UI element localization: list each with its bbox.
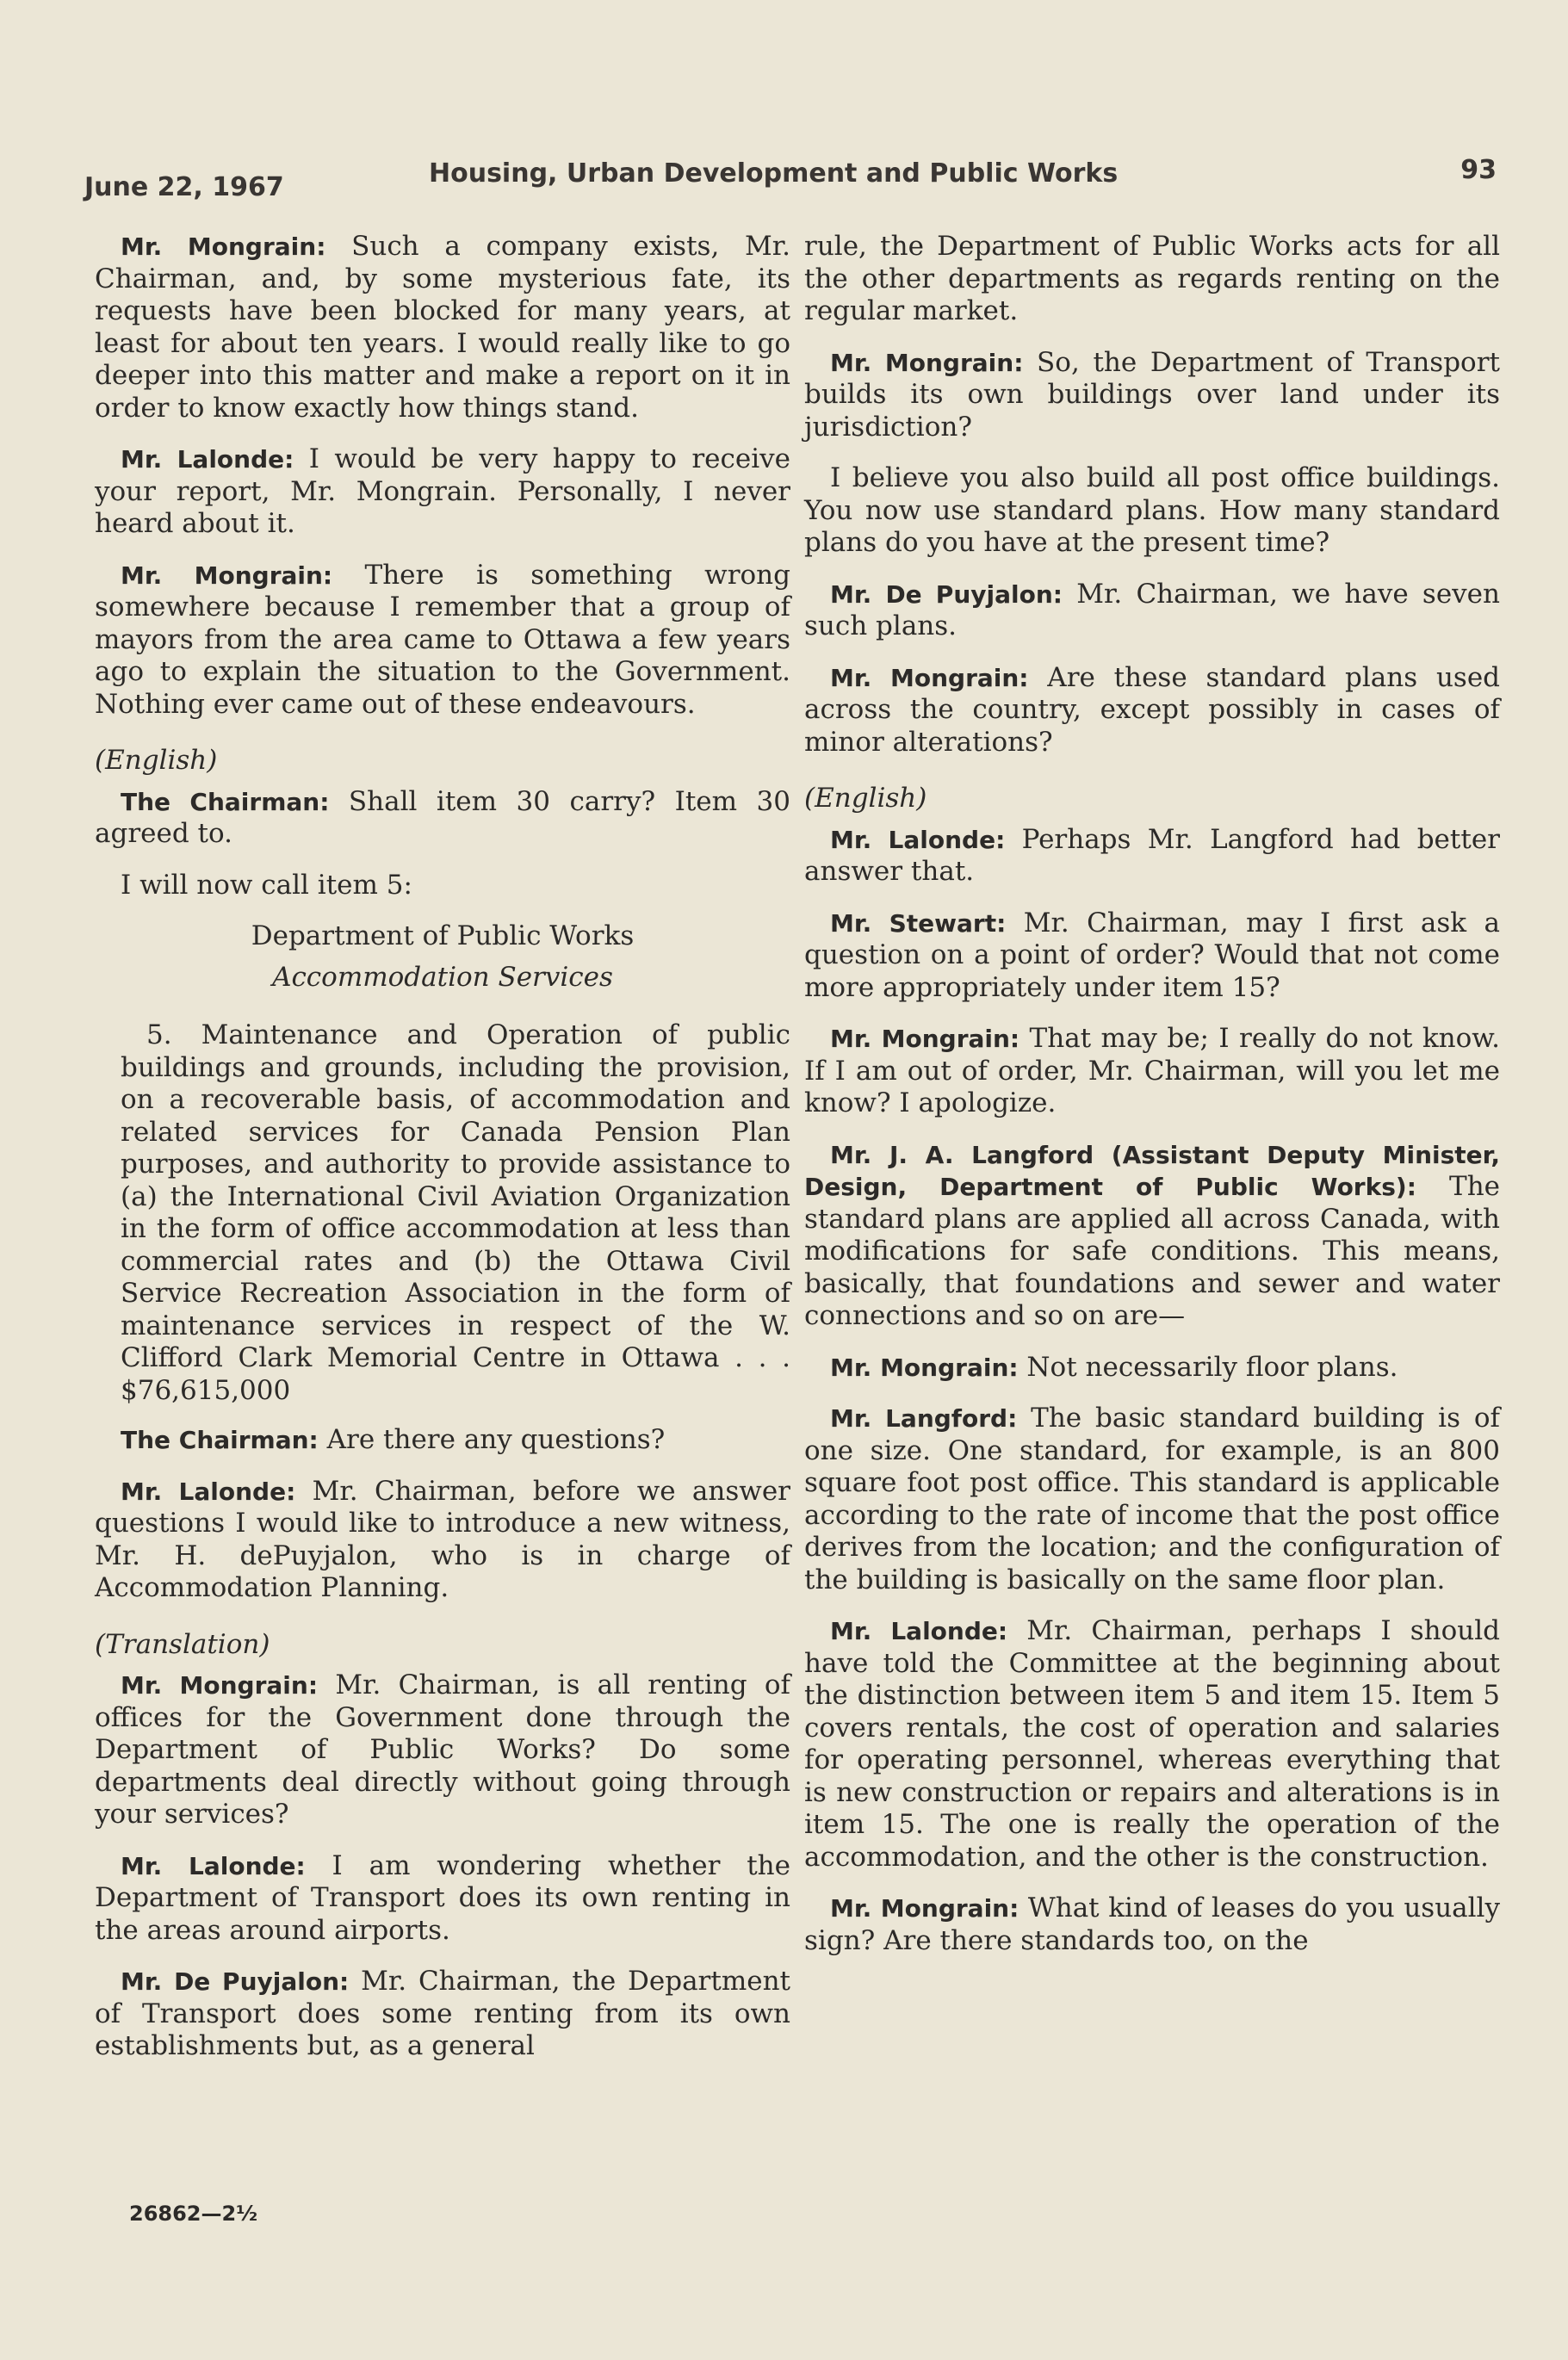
speaker-name: Mr. Mongrain: [830, 1025, 1020, 1053]
speech-paragraph [804, 1139, 1500, 1333]
header-title: Housing, Urban Development and Public Works [429, 158, 1119, 189]
plain-paragraph: I believe you also build all post office buildings. You now use standard plans. How many standard plans do you have at the present time? [804, 462, 1500, 558]
language-marker: (English) [804, 783, 927, 814]
speaker-name: Mr. Mongrain: [121, 232, 326, 261]
speech-paragraph [95, 786, 790, 851]
speech-paragraph [804, 907, 1500, 1005]
speech-paragraph [804, 824, 1500, 889]
speech-text: Perhaps Mr. Langford had better answer that. [804, 823, 1500, 887]
speech-paragraph [95, 1476, 790, 1605]
speech-text: Such a company exists, Mr. Chairman, and, by some mysterious fate, its requests have been blocked for many years, at least for about ten years. I would really like to go deeper into this matter and make a report on it in order to know exactly how things stand. [95, 231, 791, 424]
speaker-name: Mr. Stewart: [830, 908, 1007, 938]
header-date: June 22, 1967 [84, 172, 284, 202]
speech-paragraph [804, 1892, 1500, 1957]
vote-item: 5. Maintenance and Operation of public buildings and grounds, including the provision, on a recoverable basis, of accommodation and related services for Canada Pension Plan purposes, and authority to provide assistance to (a) the International Civil Aviation Organization in the form of office accommodation at less than commercial rates and (b) the Ottawa Civil Service Recreation Association in the form of maintenance services in respect of the W. Clifford Clark Memorial Centre in Ottawa . . . $76,615,000 [121, 1019, 790, 1406]
speaker-name: Mr. De Puyjalon: [830, 579, 1063, 609]
speaker-name: Mr. Langford: [830, 1404, 1018, 1433]
speaker-name: Mr. Mongrain: [121, 1671, 319, 1700]
speaker-name: Mr. Lalonde: [121, 1851, 306, 1880]
speech-text: Mr. Chairman, perhaps I should have told the Committee at the beginning about the distinction between item 5 and item 15. Item 5 covers rentals, the cost of operation and salaries for operating personnel, whereas everything that is new construction or repairs and alterations is in item 15. The one is really the operation of the accommodation, and the other is the construction. [804, 1615, 1500, 1873]
speech-paragraph [95, 1850, 790, 1948]
speech-text: Mr. Chairman, we have seven such plans. [804, 578, 1500, 641]
section-subheading: Accommodation Services [272, 961, 613, 993]
speaker-name: Mr. Mongrain: [121, 561, 333, 590]
speech-paragraph [95, 1424, 790, 1457]
speech-text: Mr. Chairman, is all renting of offices for the Government done through the Department of Public Works? Do some departments deal directly without going through your services? [95, 1669, 791, 1830]
speech-paragraph [804, 1615, 1500, 1874]
speech-text: What kind of leases do you usually sign? Are there standards too, on the [804, 1892, 1500, 1956]
speech-text: Mr. Chairman, the Department of Transport does some renting from its own establishments but, as a general [95, 1966, 790, 2061]
speech-paragraph [804, 579, 1500, 643]
speech-text: The basic standard building is of one size. One standard, for example, is an 800 square foot post office. This standard is applicable according to the rate of income that the post office derives from the location; and the configuration of the building is basically on the same floor plan. [804, 1403, 1501, 1595]
speaker-name: The Chairman: [121, 1426, 319, 1454]
speech-paragraph [804, 662, 1500, 759]
continued-paragraph: rule, the Department of Public Works acts for all the other departments as regards renting on the regular market. [804, 231, 1500, 326]
speech-text: Shall item 30 carry? Item 30 agreed to. [95, 785, 790, 849]
language-marker: (English) [95, 745, 218, 776]
speech-paragraph [804, 1403, 1500, 1596]
speech-text: I would be very happy to receive your report, Mr. Mongrain. Personally, I never heard about it. [95, 443, 790, 539]
speech-text: I am wondering whether the Department of Transport does its own renting in the areas around airports. [95, 1849, 790, 1946]
right-column [804, 231, 1500, 1976]
speech-paragraph [804, 1023, 1500, 1120]
speech-text: That may be; I really do not know. If I am out of order, Mr. Chairman, will you let me know? I apologize. [804, 1023, 1500, 1118]
speech-text: Mr. Chairman, may I first ask a question on a point of order? Would that not come more appropriately under item 15? [804, 907, 1500, 1003]
department-heading: Department of Public Works [251, 920, 635, 951]
speech-text: The standard plans are applied all across Canada, with modifications for safe conditions. This means, basically, that foundations and sewer and water connections and so on are— [804, 1171, 1501, 1331]
speech-paragraph [95, 443, 790, 541]
speaker-name: Mr. Mongrain: [830, 348, 1024, 377]
language-marker: (Translation) [95, 1628, 270, 1660]
speaker-name: Mr. Lalonde: [121, 1477, 296, 1506]
speaker-name: Mr. Mongrain: [830, 1894, 1020, 1923]
speech-text: Are these standard plans used across the country, except possibly in cases of minor alterations? [804, 661, 1501, 758]
left-column [95, 231, 790, 2082]
speaker-name: Mr. J. A. Langford (Assistant Deputy Minister, Design, Department of Public Works): [804, 1140, 1500, 1201]
speaker-name: Mr. Mongrain: [830, 663, 1029, 692]
speech-text: There is something wrong somewhere because I remember that a group of mayors from the area came to Ottawa a few years ago to explain the situation to the Government. Nothing ever came out of these endeavours. [95, 559, 790, 720]
speech-paragraph [95, 1669, 790, 1831]
speaker-name: The Chairman: [121, 787, 330, 816]
speaker-name: Mr. Lalonde: [830, 1617, 1008, 1645]
speech-text: Mr. Chairman, before we answer questions I would like to introduce a new witness, Mr. H. dePuyjalon, who is in charge of Accommodation Planning. [95, 1475, 790, 1603]
footer-code: 26862—2½ [129, 2202, 258, 2226]
speech-paragraph [804, 1352, 1500, 1384]
speaker-name: Mr. Mongrain: [830, 1353, 1019, 1382]
speaker-name: Mr. Lalonde: [121, 445, 294, 474]
speech-text: So, the Department of Transport builds its own buildings over land under its jurisdiction? [804, 346, 1500, 443]
speech-paragraph [95, 560, 790, 722]
plain-paragraph: I will now call item 5: [121, 869, 412, 901]
speech-paragraph [95, 231, 790, 424]
speech-paragraph [804, 347, 1500, 444]
speech-text: Are there any questions? [318, 1424, 666, 1455]
page-header [84, 155, 1497, 207]
speech-text: Not necessarily floor plans. [1018, 1351, 1398, 1383]
speaker-name: Mr. De Puyjalon: [121, 1967, 350, 1996]
speaker-name: Mr. Lalonde: [830, 825, 1006, 854]
speech-paragraph [95, 1966, 790, 2063]
page-number: 93 [1460, 155, 1497, 185]
